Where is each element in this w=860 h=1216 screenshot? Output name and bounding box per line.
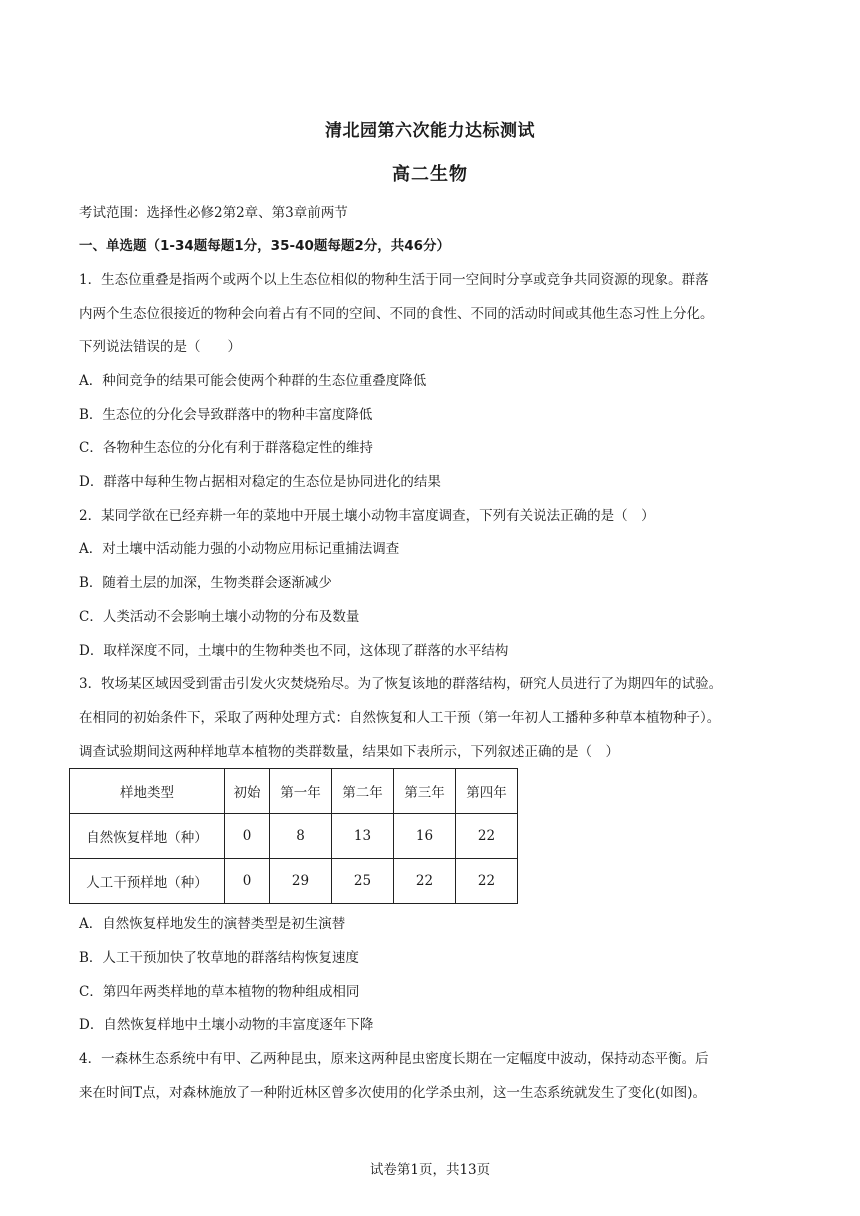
table-header-cell: 第二年 (332, 769, 394, 814)
table-header-row (70, 769, 518, 814)
table-cell: 22 (456, 859, 518, 904)
exam-subject: 高二生物 (392, 164, 468, 185)
table-header-cell: 第四年 (456, 769, 518, 814)
table-header-cell: 样地类型 (70, 769, 225, 814)
table-cell: 0 (225, 814, 270, 859)
q1-stem-line: 1．生态位重叠是指两个或两个以上生态位相似的物种生活于同一空间时分享或竞争共同资源的现象。群落 (79, 272, 709, 288)
table-cell: 自然恢复样地（种） (70, 814, 225, 859)
q3-option-c: C．第四年两类样地的草本植物的物种组成相同 (79, 984, 360, 1000)
table-header-cell: 初始 (225, 769, 270, 814)
q3-option-b: B．人工干预加快了牧草地的群落结构恢复速度 (79, 950, 359, 966)
q3-stem-line: 3．牧场某区域因受到雷击引发火灾焚烧殆尽。为了恢复该地的群落结构，研究人员进行了为期四年的试验。 (79, 676, 723, 692)
table-header-cell: 第三年 (394, 769, 456, 814)
q2-option-b: B．随着土层的加深，生物类群会逐渐减少 (79, 575, 332, 591)
q1-option-a: A．种间竞争的结果可能会使两个种群的生态位重叠度降低 (79, 373, 427, 389)
q2-option-c: C．人类活动不会影响土壤小动物的分布及数量 (79, 609, 360, 625)
q3-data-table (69, 768, 518, 904)
q3-stem-line: 调查试验期间这两种样地草本植物的类群数量，结果如下表所示，下列叙述正确的是（ ） (79, 744, 619, 760)
table-cell: 25 (332, 859, 394, 904)
q3-option-d: D．自然恢复样地中土壤小动物的丰富度逐年下降 (79, 1017, 374, 1033)
q3-option-a: A．自然恢复样地发生的演替类型是初生演替 (79, 916, 346, 932)
q1-option-d: D．群落中每种生物占据相对稳定的生态位是协同进化的结果 (79, 474, 441, 490)
q2-option-d: D．取样深度不同，土壤中的生物种类也不同，这体现了群落的水平结构 (79, 643, 509, 659)
table-cell: 人工干预样地（种） (70, 859, 225, 904)
table-cell: 16 (394, 814, 456, 859)
table-cell: 22 (394, 859, 456, 904)
q2-option-a: A．对土壤中活动能力强的小动物应用标记重捕法调查 (79, 541, 400, 557)
table-row (70, 814, 518, 859)
q1-option-c: C．各物种生态位的分化有利于群落稳定性的维持 (79, 440, 373, 456)
q2-stem-line: 2．某同学欲在已经弃耕一年的菜地中开展土壤小动物丰富度调查，下列有关说法正确的是（ ） (79, 508, 655, 524)
page-footer: 试卷第1页，共13页 (369, 1162, 491, 1178)
table-cell: 8 (270, 814, 332, 859)
table-header-cell: 第一年 (270, 769, 332, 814)
table-cell: 0 (225, 859, 270, 904)
table-cell: 29 (270, 859, 332, 904)
q4-stem-line: 来在时间T点，对森林施放了一种附近林区曾多次使用的化学杀虫剂，这一生态系统就发生了变化(如图)。 (79, 1085, 707, 1101)
exam-title: 清北园第六次能力达标测试 (325, 121, 535, 141)
table-row (70, 859, 518, 904)
table-cell: 22 (456, 814, 518, 859)
q1-stem-line: 内两个生态位很接近的物种会向着占有不同的空间、不同的食性、不同的活动时间或其他生态习性上分化。 (79, 306, 714, 322)
section-heading: 一、单选题（1-34题每题1分，35-40题每题2分，共46分） (79, 238, 451, 254)
q1-option-b: B．生态位的分化会导致群落中的物种丰富度降低 (79, 407, 373, 423)
q4-stem-line: 4．一森林生态系统中有甲、乙两种昆虫，原来这两种昆虫密度长期在一定幅度中波动，保持动态平衡。后 (79, 1051, 709, 1067)
q1-stem-line: 下列说法错误的是（ ） (79, 339, 241, 355)
exam-scope: 考试范围：选择性必修2第2章、第3章前两节 (79, 205, 348, 221)
table-cell: 13 (332, 814, 394, 859)
q3-stem-line: 在相同的初始条件下，采取了两种处理方式：自然恢复和人工干预（第一年初人工播种多种草本植物种子）。 (79, 710, 721, 726)
